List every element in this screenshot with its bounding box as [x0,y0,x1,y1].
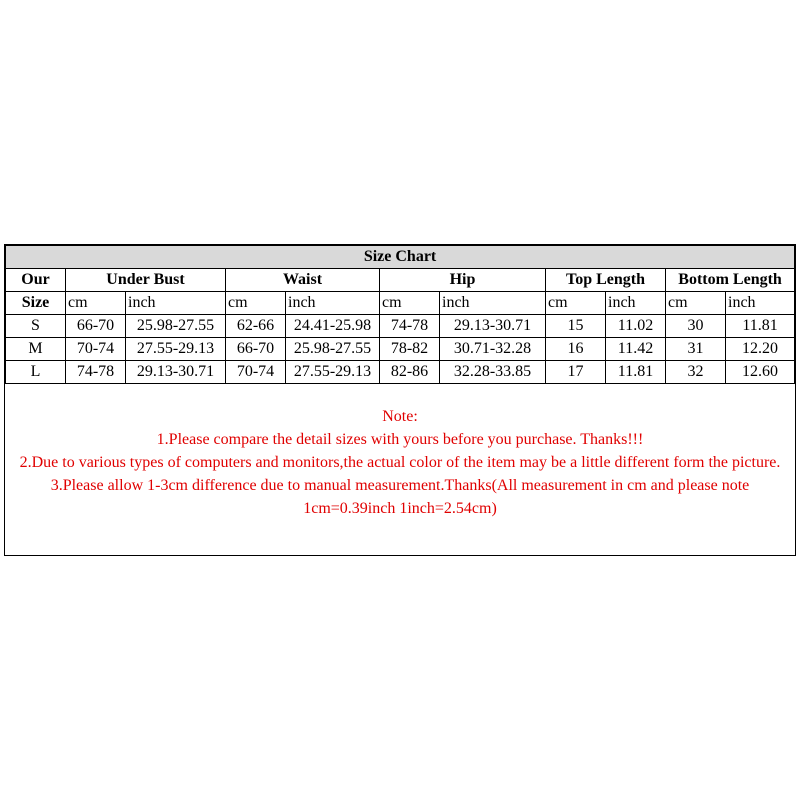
waist-inch-cell: 24.41-25.98 [286,315,380,338]
under-bust-inch-cell: 25.98-27.55 [126,315,226,338]
unit-header-row [6,292,795,315]
under-bust-cm-cell: 70-74 [66,338,126,361]
top-length-inch-cell: 11.81 [606,361,666,384]
unit-inch: inch [606,292,666,315]
waist-cm-cell: 62-66 [226,315,286,338]
top-length-inch-cell: 11.02 [606,315,666,338]
title-row [6,246,795,269]
note-line-3: 3.Please allow 1-3cm difference due to manual measurement.Thanks(All measurement in cm and please note 1cm=0.39inch 1inch=2.54cm) [50,477,750,517]
note-heading: Note: [382,408,418,425]
hip-inch-cell: 30.71-32.28 [440,338,546,361]
table-row [6,338,795,361]
unit-inch: inch [440,292,546,315]
group-header-row [6,269,795,292]
size-chart [4,244,796,556]
waist-cm-cell: 66-70 [226,338,286,361]
hip-inch-cell: 29.13-30.71 [440,315,546,338]
table-row [6,315,795,338]
top-length-cm-cell: 16 [546,338,606,361]
note-line-2: 2.Due to various types of computers and monitors,the actual color of the item may be a little different form the picture. [19,454,781,471]
size-label: Size [6,292,66,315]
under-bust-cm-cell: 74-78 [66,361,126,384]
under-bust-inch-cell: 29.13-30.71 [126,361,226,384]
hip-cm-cell: 82-86 [380,361,440,384]
unit-inch: inch [286,292,380,315]
bottom-length-inch-cell: 12.20 [726,338,795,361]
unit-cm: cm [546,292,606,315]
bottom-length-inch-cell: 12.60 [726,361,795,384]
bottom-length-cm-cell: 32 [666,361,726,384]
table-row [6,361,795,384]
top-length-cm-cell: 15 [546,315,606,338]
under-bust-inch-cell: 27.55-29.13 [126,338,226,361]
unit-cm: cm [66,292,126,315]
waist-cm-cell: 70-74 [226,361,286,384]
unit-inch: inch [726,292,795,315]
waist-inch-cell: 27.55-29.13 [286,361,380,384]
notes-section [5,405,795,520]
note-line-1: 1.Please compare the detail sizes with yours before you purchase. Thanks!!! [156,431,644,448]
size-cell: L [6,361,66,384]
size-table [5,245,795,384]
size-cell: M [6,338,66,361]
waist-header: Waist [226,269,380,292]
our-label: Our [6,269,66,292]
hip-inch-cell: 32.28-33.85 [440,361,546,384]
unit-inch: inch [126,292,226,315]
hip-cm-cell: 74-78 [380,315,440,338]
unit-cm: cm [666,292,726,315]
bottom-length-cm-cell: 31 [666,338,726,361]
bottom-length-cm-cell: 30 [666,315,726,338]
size-cell: S [6,315,66,338]
bottom-length-header: Bottom Length [666,269,795,292]
bottom-length-inch-cell: 11.81 [726,315,795,338]
top-length-header: Top Length [546,269,666,292]
under-bust-header: Under Bust [66,269,226,292]
unit-cm: cm [380,292,440,315]
top-length-inch-cell: 11.42 [606,338,666,361]
hip-cm-cell: 78-82 [380,338,440,361]
unit-cm: cm [226,292,286,315]
waist-inch-cell: 25.98-27.55 [286,338,380,361]
chart-title: Size Chart [6,246,795,269]
hip-header: Hip [380,269,546,292]
under-bust-cm-cell: 66-70 [66,315,126,338]
top-length-cm-cell: 17 [546,361,606,384]
